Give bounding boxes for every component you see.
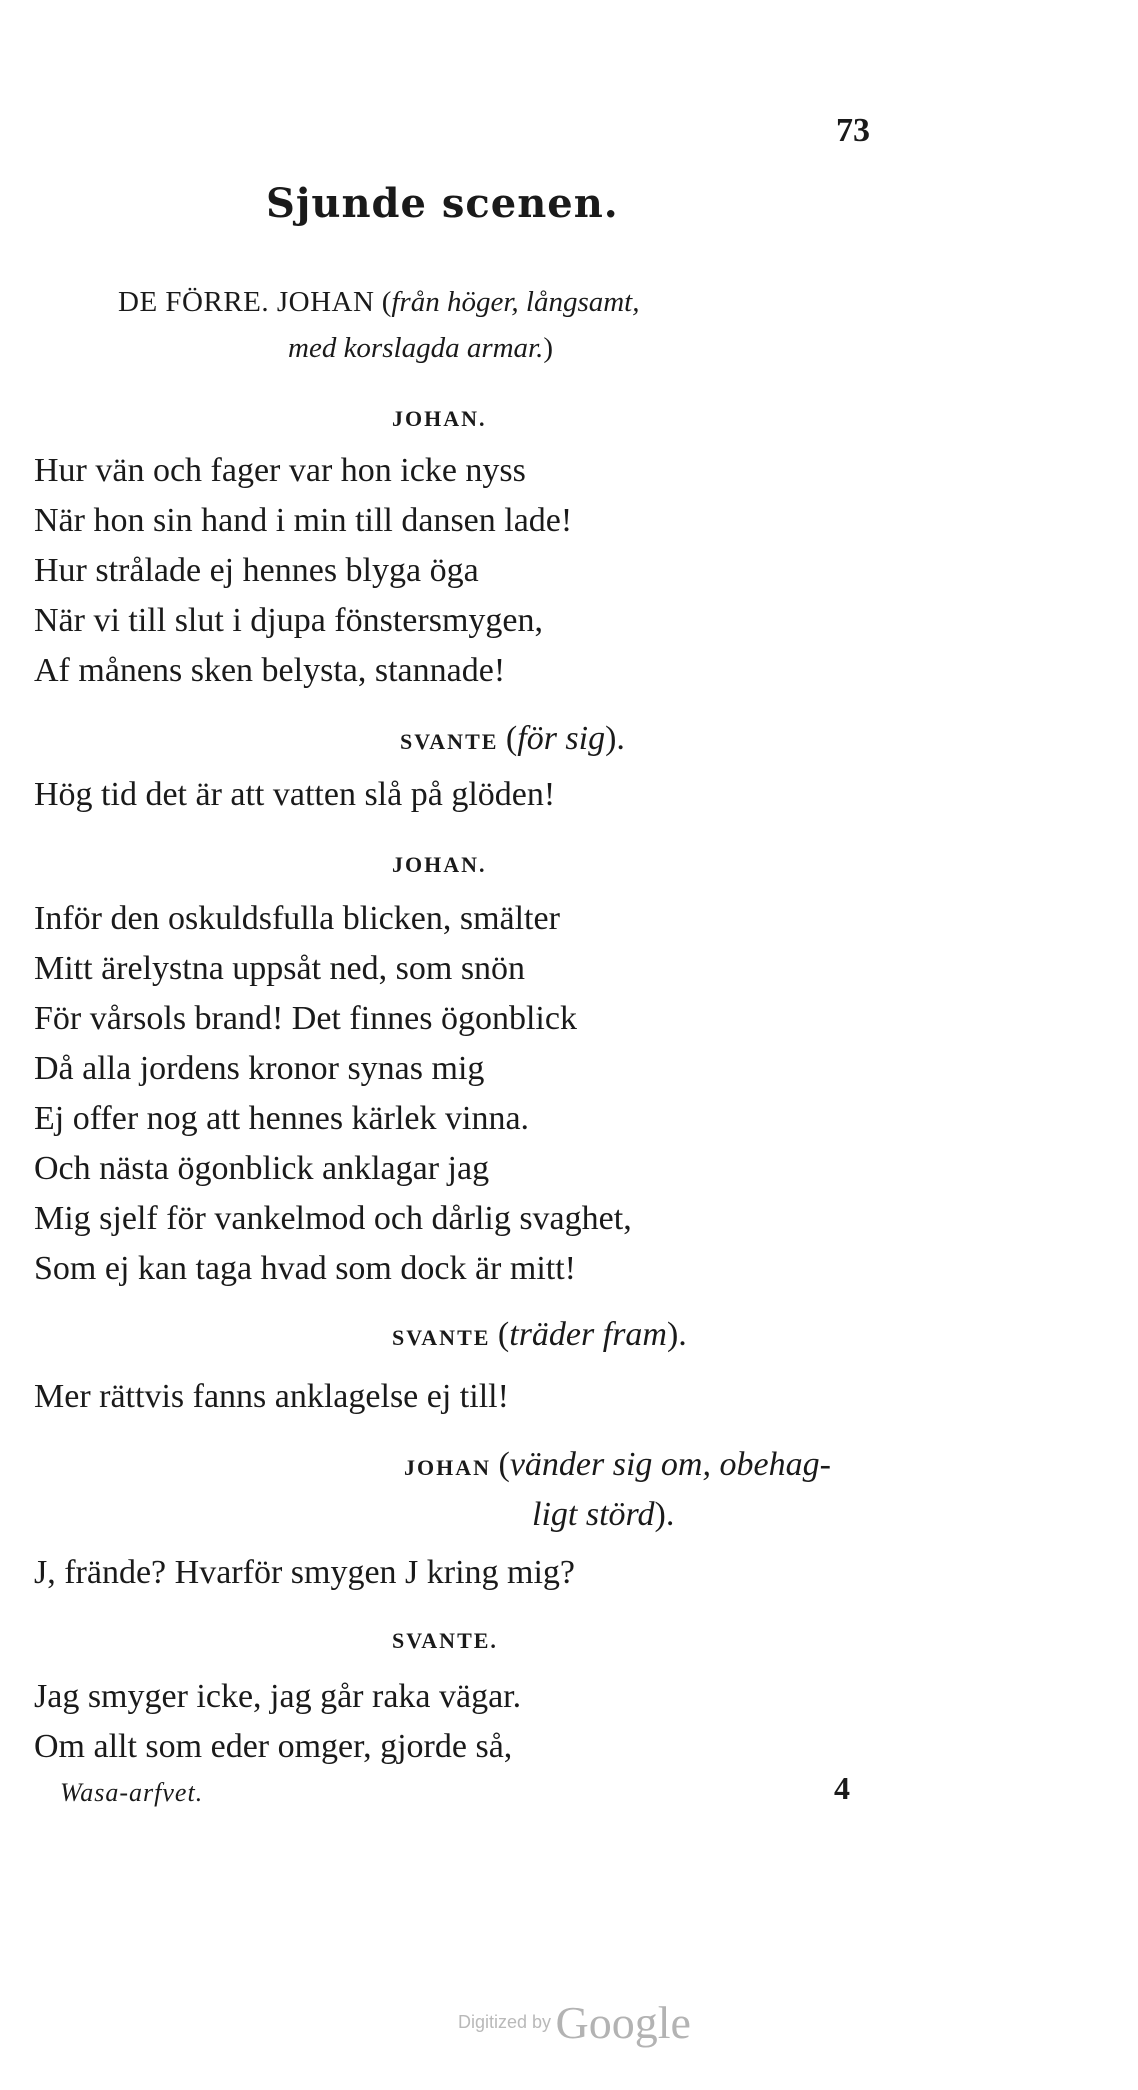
stage-direction-close-paren: ) [543, 332, 554, 364]
stage-direction-line-2 [288, 332, 553, 365]
verse-line: Hur strålade ej hennes blyga öga [34, 552, 479, 589]
speaker-direction-2: ligt störd [532, 1496, 655, 1533]
speaker-label: JOHAN. [392, 852, 487, 877]
verse-line: Af månens sken belysta, stannade! [34, 652, 506, 689]
scene-title: Sjunde scenen. [266, 180, 619, 227]
verse-block [34, 1372, 509, 1422]
stage-direction-line-1 [118, 286, 640, 319]
speaker-label: SVANTE [400, 729, 499, 754]
verse-line: Inför den oskuldsfulla blicken, smälter [34, 900, 560, 937]
verse-line: När vi till slut i djupa fönstersmygen, [34, 602, 543, 639]
stage-direction-italic-2: med korslagda armar. [288, 332, 544, 364]
page-number: 73 [836, 112, 870, 149]
verse-line: Hög tid det är att vatten slå på glöden! [34, 776, 556, 813]
digitized-watermark [458, 1996, 691, 2049]
stage-direction-open-paren: ( [374, 286, 392, 318]
verse-block [34, 446, 572, 696]
verse-line: Ej offer nog att hennes kärlek vinna. [34, 1100, 530, 1137]
speaker-with-direction: SVANTE (träder fram). [392, 1316, 687, 1353]
verse-line: Som ej kan taga hvad som dock är mitt! [34, 1250, 576, 1287]
speaker-with-direction: JOHAN (vänder sig om, obehag- [404, 1446, 831, 1483]
speaker-with-direction: SVANTE (för sig). [400, 720, 625, 757]
verse-block [34, 770, 555, 820]
verse-line: Hur vän och fager var hon icke nyss [34, 452, 526, 489]
speaker-label: SVANTE. [392, 1628, 498, 1653]
verse-line: J, frände? Hvarför smygen J kring mig? [34, 1554, 576, 1591]
speaker-direction-continued: ligt störd). [532, 1496, 675, 1533]
stage-direction-italic-1: från höger, långsamt, [391, 286, 640, 318]
verse-line: För vårsols brand! Det finnes ögonblick [34, 1000, 577, 1037]
signature-mark-title: Wasa-arfvet. [60, 1778, 204, 1807]
verse-line: När hon sin hand i min till dansen lade! [34, 502, 573, 539]
verse-line: Om allt som eder omger, gjorde så, [34, 1728, 513, 1765]
verse-line: Mitt ärelystna uppsåt ned, som snön [34, 950, 526, 987]
speaker-label: JOHAN [404, 1455, 491, 1480]
verse-block [34, 1672, 521, 1772]
verse-line: Jag smyger icke, jag går raka vägar. [34, 1678, 522, 1715]
verse-block [34, 894, 632, 1294]
signature-mark-number: 4 [834, 1770, 850, 1806]
speaker-direction: träder fram [509, 1316, 667, 1353]
speaker-direction-1: vänder sig om, obehag- [509, 1446, 831, 1483]
verse-line: Mer rättvis fanns anklagelse ej till! [34, 1378, 509, 1415]
verse-block [34, 1548, 575, 1598]
google-logo: Google [555, 1997, 691, 2048]
stage-direction-characters: DE FÖRRE. JOHAN [118, 286, 375, 318]
verse-line: Mig sjelf för vankelmod och dårlig svaghet, [34, 1200, 632, 1237]
speaker-label: JOHAN. [392, 406, 487, 431]
speaker-label: SVANTE [392, 1325, 491, 1350]
verse-line: Då alla jordens kronor synas mig [34, 1050, 485, 1087]
watermark-prefix: Digitized by [458, 2012, 552, 2032]
speaker-direction: för sig [517, 720, 606, 757]
verse-line: Och nästa ögonblick anklagar jag [34, 1150, 490, 1187]
